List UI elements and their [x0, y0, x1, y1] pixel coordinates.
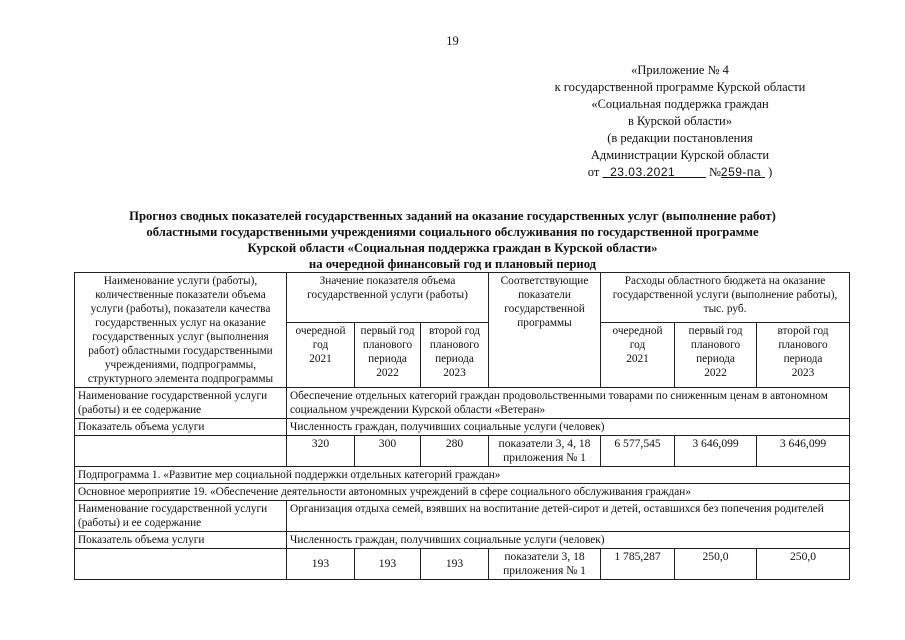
volume-2021: 320 [287, 436, 355, 467]
program-reference: показатели 3, 4, 18 приложения № 1 [489, 436, 601, 467]
volume-2021: 193 [287, 549, 355, 580]
decree-date: 23.03.2021 [610, 165, 676, 179]
service-label: Наименование государственной услуги (работы) и ее содержание [75, 501, 287, 532]
expense-2021: 1 785,287 [601, 549, 675, 580]
volume-2023: 193 [421, 549, 489, 580]
decree-number: 259-па [720, 165, 762, 179]
header-year-current: очередной год 2021 [287, 322, 355, 387]
title-line: Курской области «Социальная поддержка граждан в Курской области» [247, 241, 658, 255]
service-label: Наименование государственной услуги (работы) и ее содержание [75, 388, 287, 419]
page-number: 19 [446, 34, 459, 48]
expense-2022: 3 646,099 [675, 436, 757, 467]
header-expense-current: очередной год 2021 [601, 322, 675, 387]
volume-2022: 300 [355, 436, 421, 467]
header-volume-group: Значение показателя объема государственной услуги (работы) [287, 273, 489, 323]
appendix-line: «Приложение № 4 [631, 63, 729, 77]
indicator-label: Показатель объема услуги [75, 532, 287, 549]
service-name: Организация отдыха семей, взявших на воспитание детей-сирот и детей, оставшихся без попечения родителей [287, 501, 850, 532]
appendix-block [520, 62, 840, 181]
empty-cell [75, 549, 287, 580]
service-name: Обеспечение отдельных категорий граждан продовольственными товарами по сниженным ценам в автономном социальном учреждении Курской области «Ветеран» [287, 388, 850, 419]
header-expense-second: второй год планового периода 2023 [757, 322, 850, 387]
expense-2023: 3 646,099 [757, 436, 850, 467]
appendix-line: (в редакции постановления [607, 131, 753, 145]
number-prefix: № [708, 165, 721, 179]
volume-2023: 280 [421, 436, 489, 467]
header-year-second: второй год планового периода 2023 [421, 322, 489, 387]
decree-date-line [520, 164, 840, 181]
indicator-label: Показатель объема услуги [75, 419, 287, 436]
header-expense-first: первый год планового периода 2022 [675, 322, 757, 387]
title-line: Прогноз сводных показателей государственных заданий на оказание государственных услуг (выполнение работ) [129, 209, 776, 223]
close-bracket: ) [768, 165, 773, 179]
indicator-name: Численность граждан, получивших социальные услуги (человек) [287, 532, 850, 549]
appendix-line: «Социальная поддержка граждан [591, 97, 769, 111]
date-prefix: от [587, 165, 600, 179]
expense-2022: 250,0 [675, 549, 757, 580]
expense-2021: 6 577,545 [601, 436, 675, 467]
indicators-table [74, 272, 850, 580]
indicator-name: Численность граждан, получивших социальные услуги (человек) [287, 419, 850, 436]
volume-2022: 193 [355, 549, 421, 580]
title-line: областными государственными учреждениями социального обслуживания по государственной программе [146, 225, 759, 239]
empty-cell [75, 436, 287, 467]
program-reference: показатели 3, 18 приложения № 1 [489, 549, 601, 580]
appendix-line: к государственной программе Курской области [554, 80, 806, 94]
header-year-first: первый год планового периода 2022 [355, 322, 421, 387]
appendix-line: Администрации Курской области [590, 148, 770, 162]
expense-2023: 250,0 [757, 549, 850, 580]
header-expense-group: Расходы областного бюджета на оказание государственной услуги (выполнение работы), тыс. руб. [601, 273, 850, 323]
subprogram-row: Подпрограмма 1. «Развитие мер социальной поддержки отдельных категорий граждан» [75, 467, 850, 484]
header-program-indicators: Соответствующие показатели государственной программы [489, 273, 601, 388]
main-event-row: Основное мероприятие 19. «Обеспечение деятельности автономных учреждений в сфере социального обслуживания граждан» [75, 484, 850, 501]
header-service-name: Наименование услуги (работы), количественные показатели объема услуги (работы), показатели качества государственных услуг на оказание государственных услуг (выполнения работ) областными государственными учреждениями, подпрограммы, структурного элемента подпрограммы [75, 273, 287, 388]
document-title [40, 208, 865, 272]
title-line: на очередной финансовый год и плановый период [308, 257, 597, 271]
appendix-line: в Курской области» [627, 114, 732, 128]
